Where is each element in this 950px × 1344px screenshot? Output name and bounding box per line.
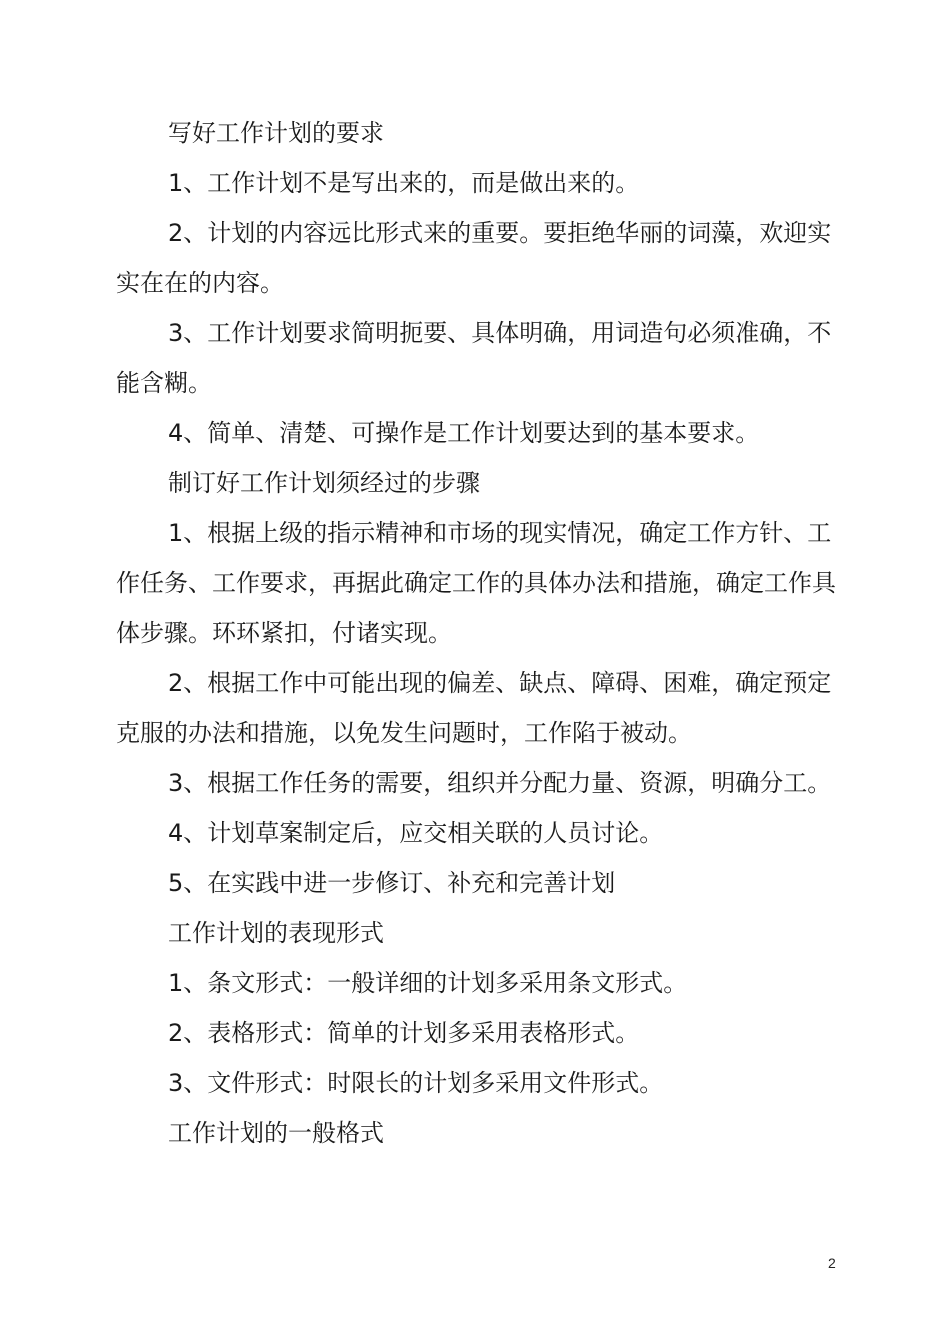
page-number: 2 <box>828 1255 836 1271</box>
section-heading-format: 工作计划的一般格式 <box>168 1119 384 1147</box>
paragraph-requirement-1: 1、工作计划不是写出来的，而是做出来的。 <box>168 169 640 197</box>
paragraph-form-1: 1、条文形式：一般详细的计划多采用条文形式。 <box>168 969 688 997</box>
section-heading-requirements: 写好工作计划的要求 <box>168 119 384 147</box>
section-heading-forms: 工作计划的表现形式 <box>168 919 384 947</box>
paragraph-step-2: 2、根据工作中可能出现的偏差、缺点、障碍、困难，确定预定克服的办法和措施，以免发生问题时，工作陷于被动。 <box>116 669 832 747</box>
paragraph-form-3: 3、文件形式：时限长的计划多采用文件形式。 <box>168 1069 664 1097</box>
paragraph-requirement-2: 2、计划的内容远比形式来的重要。要拒绝华丽的词藻，欢迎实实在在的内容。 <box>116 219 832 297</box>
paragraph-form-2: 2、表格形式：简单的计划多采用表格形式。 <box>168 1019 640 1047</box>
paragraph-step-4: 4、计划草案制定后，应交相关联的人员讨论。 <box>168 819 664 847</box>
document-body <box>116 108 836 1158</box>
paragraph-step-5: 5、在实践中进一步修订、补充和完善计划 <box>168 869 616 897</box>
paragraph-step-1: 1、根据上级的指示精神和市场的现实情况，确定工作方针、工作任务、工作要求，再据此确定工作的具体办法和措施，确定工作具体步骤。环环紧扣，付诸实现。 <box>116 519 836 647</box>
paragraph-requirement-3: 3、工作计划要求简明扼要、具体明确，用词造句必须准确，不能含糊。 <box>116 319 832 397</box>
section-heading-steps: 制订好工作计划须经过的步骤 <box>168 469 480 497</box>
paragraph-step-3: 3、根据工作任务的需要，组织并分配力量、资源，明确分工。 <box>168 769 832 797</box>
paragraph-requirement-4: 4、简单、清楚、可操作是工作计划要达到的基本要求。 <box>168 419 760 447</box>
